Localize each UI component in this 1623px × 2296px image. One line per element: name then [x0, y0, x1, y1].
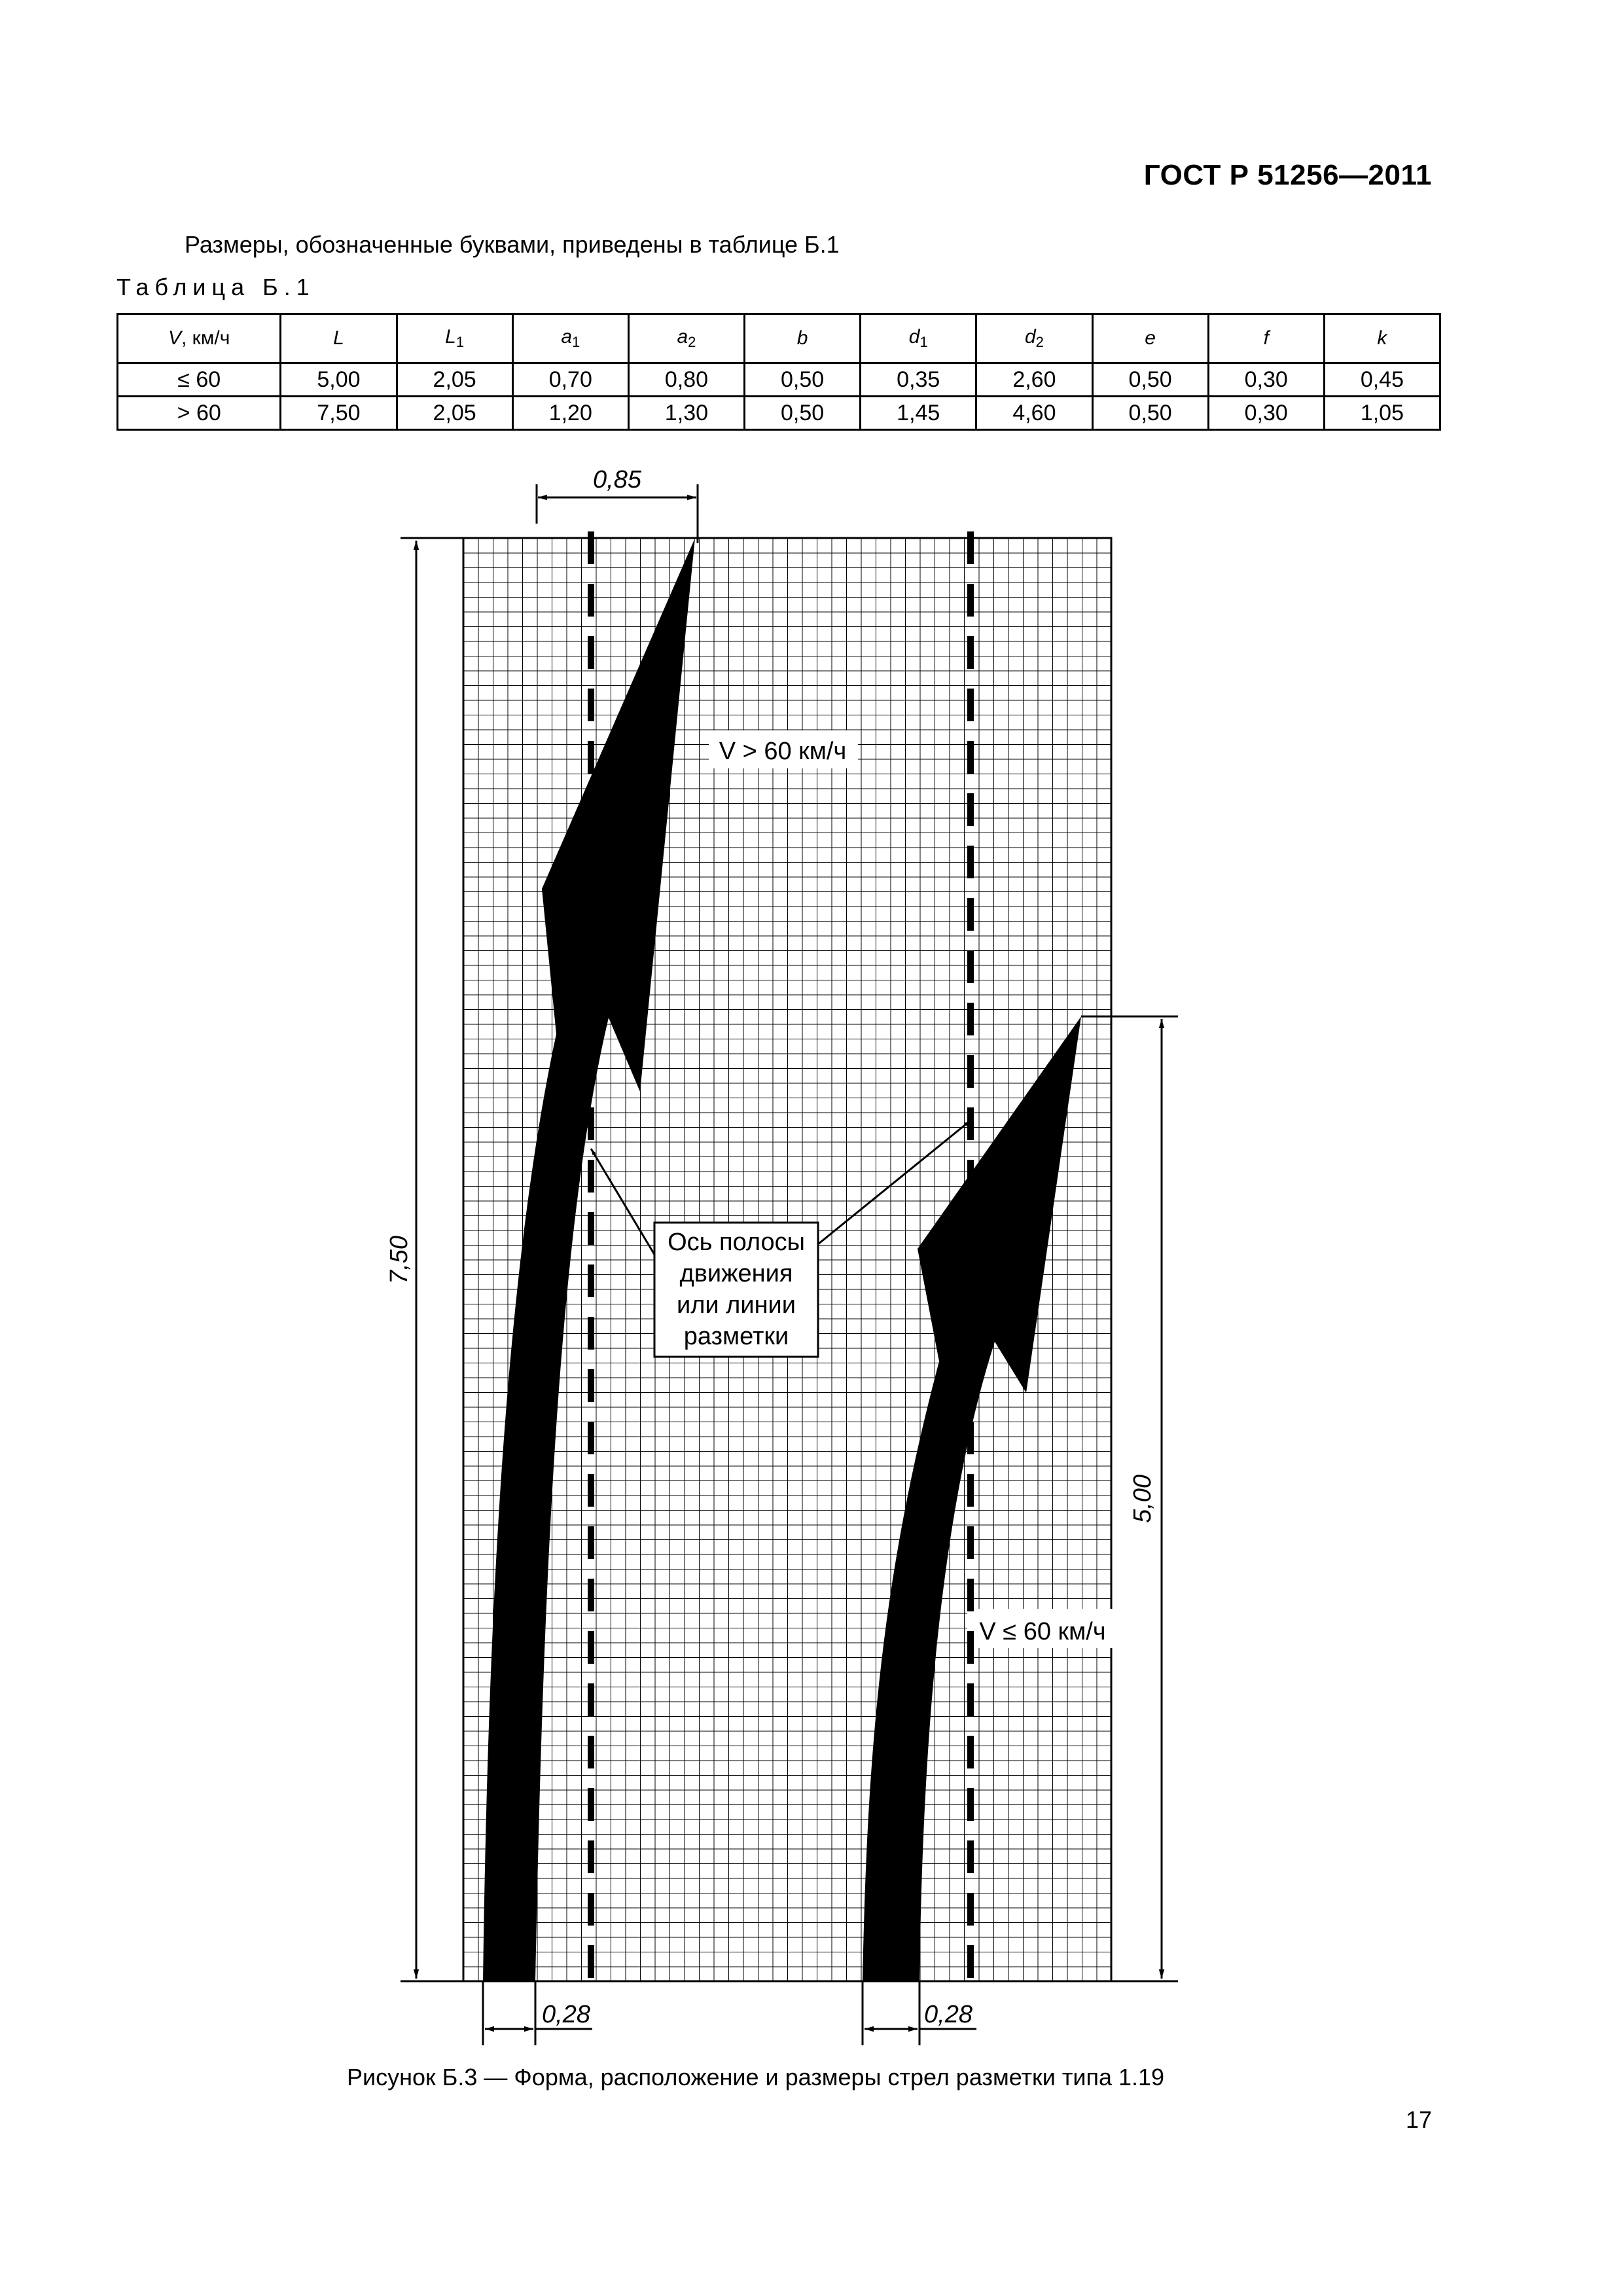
- table-cell: 1,20: [512, 397, 628, 430]
- col-header-l1: $L_1$: [397, 314, 512, 363]
- table-cell: 2,05: [397, 363, 512, 397]
- col-header-a1: $a_1$: [512, 314, 628, 363]
- dim-left-label: 7,50: [385, 1236, 413, 1284]
- dim-top-label: 0,85: [593, 466, 641, 493]
- figure-caption: Рисунок Б.3 — Форма, расположение и размеры стрел разметки типа 1.19: [347, 2064, 1165, 2090]
- col-header-a2: $a_2$: [628, 314, 744, 363]
- label-high-speed: V > 60 км/ч: [719, 738, 847, 765]
- table-caption: Таблица Б.1: [116, 274, 315, 300]
- table-cell: 0,80: [628, 363, 744, 397]
- callout-line-3: или линии: [676, 1291, 796, 1319]
- table-cell: ≤ 60: [118, 363, 281, 397]
- label-low-speed: V ≤ 60 км/ч: [979, 1618, 1106, 1645]
- table-cell: 5,00: [281, 363, 397, 397]
- col-header-l: L: [281, 314, 397, 363]
- table-cell: > 60: [118, 397, 281, 430]
- callout-line-1: Ось полосы: [668, 1229, 805, 1256]
- table-cell: 4,60: [976, 397, 1092, 430]
- table-cell: 0,50: [1092, 363, 1208, 397]
- col-header-f: f: [1208, 314, 1324, 363]
- callout-line-4: разметки: [683, 1323, 789, 1350]
- table-cell: 0,50: [745, 363, 861, 397]
- table-cell: 0,50: [1092, 397, 1208, 430]
- table-cell: 0,50: [745, 397, 861, 430]
- intro-text: Размеры, обозначенные буквами, приведены в таблице Б.1: [185, 231, 840, 258]
- table-cell: 1,05: [1324, 397, 1440, 430]
- dim-bottom-left-label: 0,28: [542, 2001, 590, 2028]
- table-cell: 0,30: [1208, 363, 1324, 397]
- col-header-b: b: [745, 314, 861, 363]
- table-cell: 0,70: [512, 363, 628, 397]
- table-cell: 0,30: [1208, 397, 1324, 430]
- col-header-d1: $d_1$: [861, 314, 976, 363]
- table-cell: 2,05: [397, 397, 512, 430]
- table-cell: 1,45: [861, 397, 976, 430]
- table-cell: 7,50: [281, 397, 397, 430]
- dim-right-label: 5,00: [1129, 1475, 1156, 1523]
- callout-line-2: движения: [679, 1260, 793, 1287]
- page-number: 17: [1405, 2106, 1432, 2133]
- table-cell: 1,30: [628, 397, 744, 430]
- table-cell: 0,45: [1324, 363, 1440, 397]
- dim-bottom-right-label: 0,28: [924, 2001, 972, 2028]
- table-cell: 0,35: [861, 363, 976, 397]
- table-cell: 2,60: [976, 363, 1092, 397]
- col-header-d2: $d_2$: [976, 314, 1092, 363]
- col-header-k: k: [1324, 314, 1440, 363]
- col-header-v: V, км/ч: [118, 314, 281, 363]
- document-header: ГОСТ Р 51256—2011: [1143, 159, 1432, 191]
- col-header-e: e: [1092, 314, 1208, 363]
